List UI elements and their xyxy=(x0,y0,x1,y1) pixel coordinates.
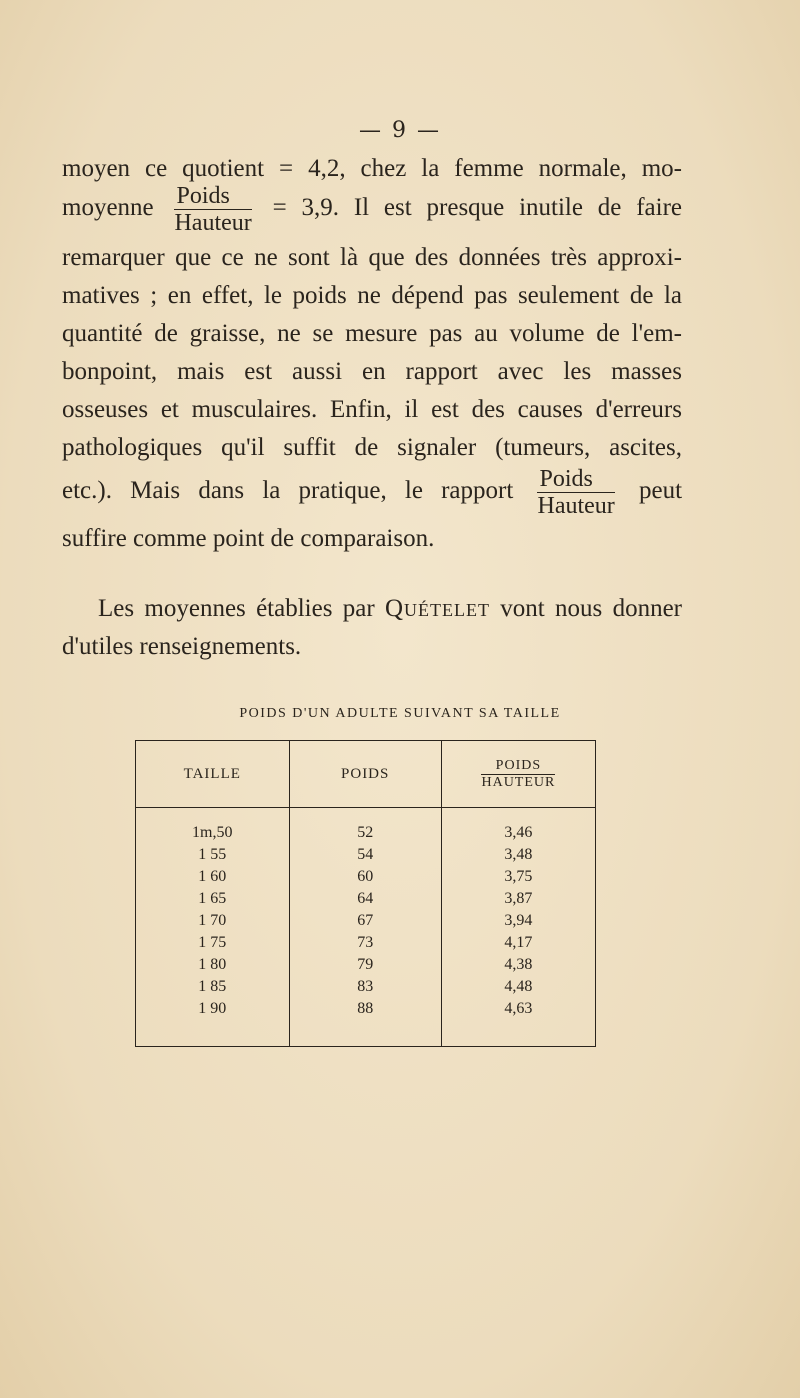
fraction-numerator: Poids xyxy=(537,467,614,493)
table-row xyxy=(136,888,596,910)
table-row xyxy=(136,954,596,976)
cell-poids: 83 xyxy=(289,976,441,998)
column-header-ratio xyxy=(441,741,595,808)
fraction-poids-hauteur xyxy=(174,184,251,235)
paragraph-1 xyxy=(62,150,682,558)
header-fraction-numerator: POIDS xyxy=(481,758,555,775)
text-span: moyenne xyxy=(62,194,154,222)
cell-taille: 1m,50 xyxy=(192,824,233,841)
text-span: etc.). Mais dans la pratique, le rapport xyxy=(62,477,514,505)
cell-ratio: 4,38 xyxy=(441,954,595,976)
cell-poids: 52 xyxy=(289,822,441,844)
paragraph-2 xyxy=(62,590,682,666)
cell-taille: 1 70 xyxy=(198,912,227,929)
text-line-fraction xyxy=(62,184,682,235)
weight-height-table xyxy=(135,740,596,1047)
cell-ratio: 4,17 xyxy=(441,932,595,954)
table-caption: POIDS D'UN ADULTE SUIVANT SA TAILLE xyxy=(239,706,561,721)
text-line: pathologiques qu'il suffit de signaler (tumeurs, ascites, xyxy=(62,434,682,461)
table-bottom-padding xyxy=(136,1020,596,1047)
text-line: suffire comme point de comparaison. xyxy=(62,525,435,552)
fraction-denominator: Hauteur xyxy=(174,210,252,236)
text-span: peut xyxy=(638,477,683,505)
cell-ratio: 3,48 xyxy=(441,844,595,866)
cell-poids: 88 xyxy=(289,998,441,1020)
cell-taille: 1 55 xyxy=(198,846,227,863)
header-fraction xyxy=(481,758,555,791)
cell-poids: 67 xyxy=(289,910,441,932)
table-row xyxy=(136,822,596,844)
text-line: moyen ce quotient = 4,2, chez la femme normale, mo- xyxy=(62,155,682,182)
table-body xyxy=(136,808,596,1047)
table-row xyxy=(136,910,596,932)
fraction-poids-hauteur xyxy=(537,467,614,518)
text-line-fraction xyxy=(62,467,682,518)
table-row xyxy=(136,844,596,866)
cell-ratio: 4,48 xyxy=(441,976,595,998)
cell-ratio: 3,46 xyxy=(441,822,595,844)
column-header-taille: TAILLE xyxy=(136,741,290,808)
cell-taille: 1 90 xyxy=(198,1000,227,1017)
author-name: Quételet xyxy=(384,595,490,622)
table-row xyxy=(136,998,596,1020)
text-span: Les moyennes établies par xyxy=(98,595,385,622)
table-row xyxy=(136,932,596,954)
cell-taille: 1 75 xyxy=(198,934,227,951)
text-line: d'utiles renseignements. xyxy=(62,633,302,660)
fraction-numerator: Poids xyxy=(174,184,251,210)
fraction-denominator: Hauteur xyxy=(537,493,615,519)
text-span: = 3,9. Il est presque inutile de faire xyxy=(272,194,683,222)
cell-taille: 1 85 xyxy=(198,978,227,995)
column-header-poids: POIDS xyxy=(289,741,441,808)
cell-poids: 64 xyxy=(289,888,441,910)
text-line: osseuses et musculaires. Enfin, il est des causes d'erreurs xyxy=(62,396,682,423)
text-line: bonpoint, mais est aussi en rapport avec les masses xyxy=(62,358,682,385)
table-row xyxy=(136,866,596,888)
table-row xyxy=(136,976,596,998)
cell-ratio: 4,63 xyxy=(441,998,595,1020)
page-number: — 9 — xyxy=(359,118,441,143)
cell-ratio: 3,94 xyxy=(441,910,595,932)
cell-poids: 79 xyxy=(289,954,441,976)
header-fraction-denominator: HAUTEUR xyxy=(481,774,556,790)
cell-poids: 60 xyxy=(289,866,441,888)
cell-taille: 1 60 xyxy=(198,868,227,885)
text-line xyxy=(62,590,682,628)
cell-ratio: 3,75 xyxy=(441,866,595,888)
cell-taille: 1 65 xyxy=(198,890,227,907)
cell-taille: 1 80 xyxy=(198,956,227,973)
cell-poids: 73 xyxy=(289,932,441,954)
cell-poids: 54 xyxy=(289,844,441,866)
text-span: vont nous donner xyxy=(489,595,682,622)
cell-ratio: 3,87 xyxy=(441,888,595,910)
text-line: quantité de graisse, ne se mesure pas au volume de l'em- xyxy=(62,320,682,347)
text-line: remarquer que ce ne sont là que des données très approxi- xyxy=(62,244,682,271)
text-line: matives ; en effet, le poids ne dépend pas seulement de la xyxy=(62,282,682,309)
